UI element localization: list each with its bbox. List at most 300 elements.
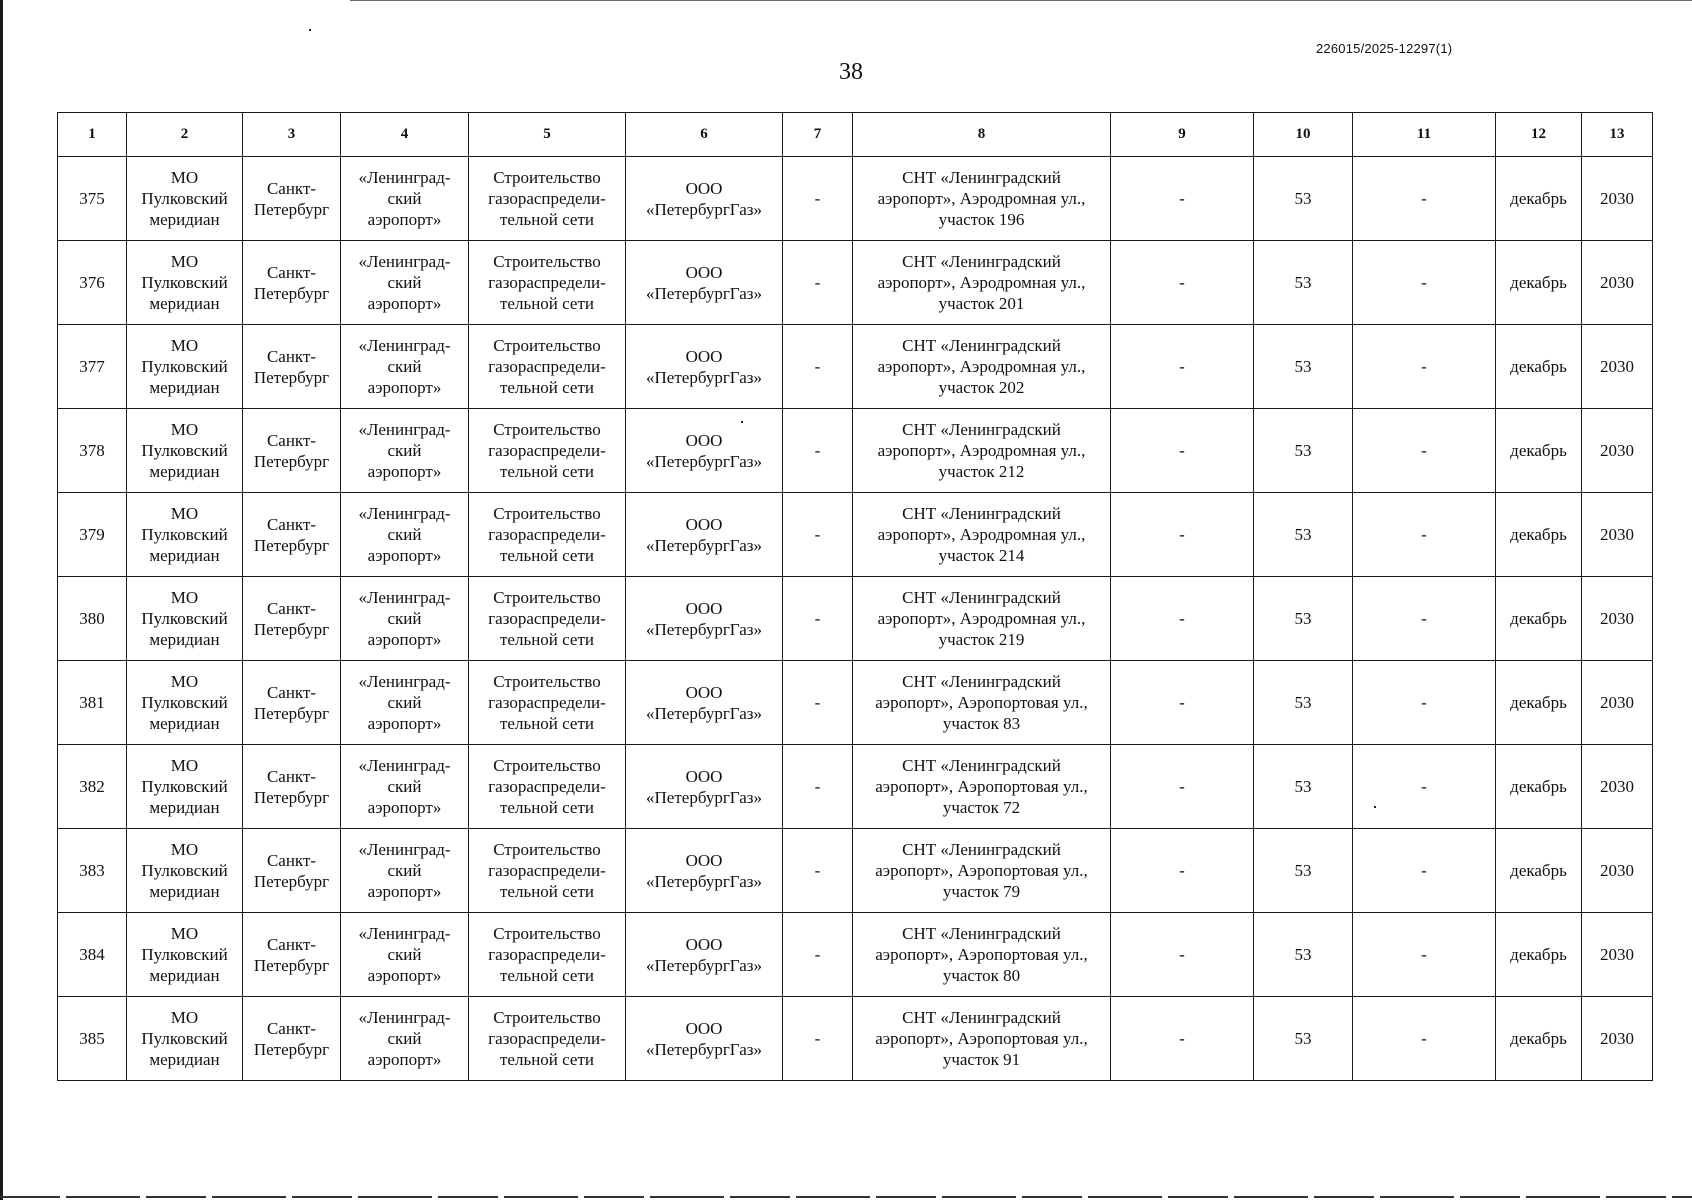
work-type-cell-line: тельной сети	[500, 966, 594, 985]
company-cell-line: «ПетербургГаз»	[646, 535, 762, 555]
address-cell	[853, 241, 1111, 325]
address-cell	[853, 913, 1111, 997]
table-row	[58, 745, 1653, 829]
district-cell-line: МО	[170, 756, 199, 775]
site-cell-line: аэропорт»	[367, 630, 442, 649]
company-cell-line: ООО	[685, 598, 723, 618]
col7-cell: -	[783, 493, 853, 577]
scan-left-edge	[0, 0, 3, 1200]
col7-cell: -	[783, 409, 853, 493]
district-cell-line: меридиан	[149, 1050, 220, 1069]
work-type-cell-line: газораспредели-	[488, 525, 606, 544]
table-row	[58, 997, 1653, 1081]
col7-cell: -	[783, 913, 853, 997]
table-row	[58, 913, 1653, 997]
district-cell-line: Пулковский	[141, 525, 228, 544]
city-cell-line: Санкт-	[266, 850, 317, 870]
city-cell-line: Петербург	[253, 451, 330, 471]
col9-cell: -	[1111, 493, 1254, 577]
site-cell-line: аэропорт»	[367, 378, 442, 397]
work-type-cell-line: Строительство	[493, 420, 601, 439]
company-cell-line: ООО	[685, 178, 723, 198]
company-cell-line: «ПетербургГаз»	[646, 703, 762, 723]
site-cell-line: аэропорт»	[367, 1050, 442, 1069]
city-cell-line: Санкт-	[266, 262, 317, 282]
col7-cell: -	[783, 661, 853, 745]
col7-cell: -	[783, 745, 853, 829]
site-cell-line: «Ленинград-	[358, 252, 451, 271]
row-number: 378	[58, 409, 127, 493]
work-type-cell-line: газораспредели-	[488, 861, 606, 880]
table-header-row	[58, 113, 1653, 157]
company-cell-line: «ПетербургГаз»	[646, 871, 762, 891]
year-cell: 2030	[1582, 157, 1653, 241]
city-cell	[243, 409, 341, 493]
district-cell-line: Пулковский	[141, 273, 228, 292]
city-cell-line: Санкт-	[266, 178, 317, 198]
row-number: 384	[58, 913, 127, 997]
district-cell	[127, 325, 243, 409]
address-cell-line: участок 80	[942, 966, 1021, 985]
city-cell-line: Петербург	[253, 1039, 330, 1059]
address-cell-line: участок 196	[938, 210, 1025, 229]
district-cell	[127, 745, 243, 829]
district-cell	[127, 493, 243, 577]
address-cell-line: участок 202	[938, 378, 1025, 397]
company-cell	[626, 997, 783, 1081]
work-type-cell-line: газораспредели-	[488, 273, 606, 292]
site-cell-line: аэропорт»	[367, 462, 442, 481]
col10-cell: 53	[1254, 241, 1353, 325]
site-cell	[341, 913, 469, 997]
col10-cell: 53	[1254, 157, 1353, 241]
city-cell-line: Петербург	[253, 199, 330, 219]
work-type-cell	[469, 493, 626, 577]
city-cell	[243, 577, 341, 661]
site-cell-line: ский	[387, 861, 422, 880]
work-type-cell	[469, 325, 626, 409]
col10-cell: 53	[1254, 325, 1353, 409]
company-cell-line: «ПетербургГаз»	[646, 619, 762, 639]
site-cell-line: «Ленинград-	[358, 336, 451, 355]
work-type-cell	[469, 913, 626, 997]
work-type-cell-line: газораспредели-	[488, 189, 606, 208]
col11-cell: -	[1353, 493, 1496, 577]
work-type-cell	[469, 997, 626, 1081]
col7-cell: -	[783, 241, 853, 325]
column-header-13: 13	[1582, 113, 1653, 157]
company-cell-line: ООО	[685, 1018, 723, 1038]
district-cell-line: Пулковский	[141, 945, 228, 964]
district-cell-line: меридиан	[149, 714, 220, 733]
column-header-11: 11	[1353, 113, 1496, 157]
year-cell: 2030	[1582, 241, 1653, 325]
address-cell-line: участок 212	[938, 462, 1025, 481]
company-cell	[626, 745, 783, 829]
work-type-cell-line: тельной сети	[500, 546, 594, 565]
district-cell-line: меридиан	[149, 630, 220, 649]
company-cell	[626, 157, 783, 241]
col9-cell: -	[1111, 577, 1254, 661]
site-cell-line: «Ленинград-	[358, 588, 451, 607]
site-cell-line: аэропорт»	[367, 294, 442, 313]
month-cell: декабрь	[1496, 241, 1582, 325]
site-cell-line: ский	[387, 1029, 422, 1048]
col10-cell: 53	[1254, 913, 1353, 997]
site-cell-line: «Ленинград-	[358, 420, 451, 439]
address-cell-line: аэропорт», Аэропортовая ул.,	[875, 945, 1088, 964]
work-type-cell-line: Строительство	[493, 168, 601, 187]
work-type-cell-line: тельной сети	[500, 1050, 594, 1069]
site-cell-line: аэропорт»	[367, 882, 442, 901]
district-cell-line: Пулковский	[141, 357, 228, 376]
city-cell-line: Санкт-	[266, 766, 317, 786]
work-type-cell-line: газораспредели-	[488, 609, 606, 628]
work-type-cell-line: газораспредели-	[488, 441, 606, 460]
row-number: 377	[58, 325, 127, 409]
address-cell-line: участок 79	[942, 882, 1021, 901]
column-header-12: 12	[1496, 113, 1582, 157]
month-cell: декабрь	[1496, 997, 1582, 1081]
company-cell	[626, 577, 783, 661]
month-cell: декабрь	[1496, 745, 1582, 829]
site-cell-line: аэропорт»	[367, 546, 442, 565]
address-cell-line: участок 219	[938, 630, 1025, 649]
address-cell-line: участок 214	[938, 546, 1025, 565]
address-cell	[853, 997, 1111, 1081]
col11-cell: -	[1353, 409, 1496, 493]
district-cell-line: МО	[170, 1008, 199, 1027]
year-cell: 2030	[1582, 661, 1653, 745]
district-cell	[127, 241, 243, 325]
address-cell	[853, 493, 1111, 577]
address-cell-line: СНТ «Ленинградский	[902, 924, 1061, 943]
work-type-cell-line: газораспредели-	[488, 1029, 606, 1048]
address-cell-line: СНТ «Ленинградский	[902, 840, 1061, 859]
col11-cell: -	[1353, 829, 1496, 913]
company-cell-line: «ПетербургГаз»	[646, 955, 762, 975]
year-cell: 2030	[1582, 745, 1653, 829]
company-cell-line: «ПетербургГаз»	[646, 199, 762, 219]
city-cell	[243, 241, 341, 325]
address-cell-line: аэропорт», Аэродромная ул.,	[877, 609, 1086, 628]
scan-top-rule	[350, 0, 1692, 1]
address-cell-line: участок 91	[942, 1050, 1021, 1069]
address-cell-line: СНТ «Ленинградский	[902, 588, 1061, 607]
col9-cell: -	[1111, 157, 1254, 241]
month-cell: декабрь	[1496, 325, 1582, 409]
district-cell	[127, 997, 243, 1081]
company-cell-line: ООО	[685, 262, 723, 282]
district-cell	[127, 577, 243, 661]
work-type-cell-line: Строительство	[493, 672, 601, 691]
work-type-cell-line: тельной сети	[500, 210, 594, 229]
site-cell-line: «Ленинград-	[358, 168, 451, 187]
table-row	[58, 829, 1653, 913]
col10-cell: 53	[1254, 577, 1353, 661]
site-cell-line: «Ленинград-	[358, 1008, 451, 1027]
company-cell-line: «ПетербургГаз»	[646, 1039, 762, 1059]
city-cell-line: Санкт-	[266, 934, 317, 954]
district-cell-line: Пулковский	[141, 609, 228, 628]
district-cell-line: МО	[170, 924, 199, 943]
district-cell-line: МО	[170, 252, 199, 271]
column-header-9: 9	[1111, 113, 1254, 157]
address-cell-line: аэропорт», Аэропортовая ул.,	[875, 693, 1088, 712]
city-cell-line: Санкт-	[266, 1018, 317, 1038]
city-cell-line: Санкт-	[266, 682, 317, 702]
address-cell-line: СНТ «Ленинградский	[902, 336, 1061, 355]
year-cell: 2030	[1582, 577, 1653, 661]
site-cell-line: «Ленинград-	[358, 672, 451, 691]
col11-cell: -	[1353, 913, 1496, 997]
district-cell-line: меридиан	[149, 966, 220, 985]
site-cell-line: аэропорт»	[367, 210, 442, 229]
district-cell-line: меридиан	[149, 210, 220, 229]
table-row	[58, 577, 1653, 661]
site-cell	[341, 745, 469, 829]
address-cell-line: СНТ «Ленинградский	[902, 756, 1061, 775]
site-cell-line: ский	[387, 525, 422, 544]
company-cell-line: ООО	[685, 934, 723, 954]
site-cell-line: аэропорт»	[367, 714, 442, 733]
address-cell-line: аэропорт», Аэродромная ул.,	[877, 357, 1086, 376]
col11-cell: -	[1353, 325, 1496, 409]
company-cell-line: «ПетербургГаз»	[646, 283, 762, 303]
address-cell-line: аэропорт», Аэропортовая ул.,	[875, 1029, 1088, 1048]
work-type-cell-line: тельной сети	[500, 378, 594, 397]
month-cell: декабрь	[1496, 829, 1582, 913]
col7-cell: -	[783, 829, 853, 913]
month-cell: декабрь	[1496, 913, 1582, 997]
col9-cell: -	[1111, 409, 1254, 493]
district-cell-line: меридиан	[149, 882, 220, 901]
year-cell: 2030	[1582, 829, 1653, 913]
work-type-cell-line: Строительство	[493, 336, 601, 355]
site-cell-line: ский	[387, 357, 422, 376]
registry-table	[57, 112, 1653, 1081]
col9-cell: -	[1111, 241, 1254, 325]
column-header-4: 4	[341, 113, 469, 157]
work-type-cell-line: Строительство	[493, 588, 601, 607]
col11-cell: -	[1353, 577, 1496, 661]
district-cell-line: МО	[170, 420, 199, 439]
district-cell-line: Пулковский	[141, 693, 228, 712]
work-type-cell-line: Строительство	[493, 756, 601, 775]
district-cell-line: МО	[170, 840, 199, 859]
site-cell	[341, 409, 469, 493]
city-cell-line: Петербург	[253, 871, 330, 891]
work-type-cell-line: Строительство	[493, 252, 601, 271]
address-cell	[853, 157, 1111, 241]
address-cell-line: участок 201	[938, 294, 1025, 313]
address-cell	[853, 829, 1111, 913]
company-cell	[626, 409, 783, 493]
col11-cell: -	[1353, 745, 1496, 829]
row-number: 385	[58, 997, 127, 1081]
address-cell-line: аэропорт», Аэропортовая ул.,	[875, 777, 1088, 796]
city-cell-line: Санкт-	[266, 598, 317, 618]
district-cell-line: меридиан	[149, 462, 220, 481]
address-cell	[853, 325, 1111, 409]
company-cell-line: ООО	[685, 766, 723, 786]
city-cell	[243, 157, 341, 241]
district-cell-line: МО	[170, 504, 199, 523]
city-cell-line: Санкт-	[266, 514, 317, 534]
table-row	[58, 241, 1653, 325]
address-cell-line: аэропорт», Аэродромная ул.,	[877, 273, 1086, 292]
city-cell-line: Петербург	[253, 787, 330, 807]
col9-cell: -	[1111, 745, 1254, 829]
company-cell-line: ООО	[685, 850, 723, 870]
site-cell-line: ский	[387, 189, 422, 208]
city-cell	[243, 493, 341, 577]
work-type-cell-line: газораспредели-	[488, 945, 606, 964]
column-header-8: 8	[853, 113, 1111, 157]
address-cell	[853, 661, 1111, 745]
district-cell-line: Пулковский	[141, 441, 228, 460]
district-cell-line: МО	[170, 336, 199, 355]
work-type-cell-line: тельной сети	[500, 462, 594, 481]
site-cell-line: «Ленинград-	[358, 840, 451, 859]
col10-cell: 53	[1254, 409, 1353, 493]
column-header-7: 7	[783, 113, 853, 157]
district-cell	[127, 409, 243, 493]
address-cell-line: аэропорт», Аэродромная ул.,	[877, 525, 1086, 544]
city-cell	[243, 997, 341, 1081]
address-cell-line: СНТ «Ленинградский	[902, 1008, 1061, 1027]
site-cell	[341, 997, 469, 1081]
col10-cell: 53	[1254, 493, 1353, 577]
row-number: 381	[58, 661, 127, 745]
work-type-cell-line: газораспредели-	[488, 777, 606, 796]
site-cell-line: ский	[387, 441, 422, 460]
city-cell-line: Петербург	[253, 955, 330, 975]
month-cell: декабрь	[1496, 157, 1582, 241]
city-cell	[243, 325, 341, 409]
district-cell-line: меридиан	[149, 546, 220, 565]
district-cell-line: меридиан	[149, 378, 220, 397]
address-cell	[853, 745, 1111, 829]
address-cell-line: аэропорт», Аэродромная ул.,	[877, 189, 1086, 208]
site-cell-line: ский	[387, 273, 422, 292]
site-cell	[341, 157, 469, 241]
column-header-2: 2	[127, 113, 243, 157]
site-cell-line: аэропорт»	[367, 798, 442, 817]
row-number: 380	[58, 577, 127, 661]
table-row	[58, 661, 1653, 745]
district-cell-line: меридиан	[149, 294, 220, 313]
company-cell-line: «ПетербургГаз»	[646, 367, 762, 387]
col11-cell: -	[1353, 661, 1496, 745]
city-cell-line: Петербург	[253, 535, 330, 555]
site-cell	[341, 241, 469, 325]
district-cell-line: Пулковский	[141, 777, 228, 796]
city-cell-line: Петербург	[253, 703, 330, 723]
work-type-cell-line: тельной сети	[500, 294, 594, 313]
site-cell	[341, 829, 469, 913]
year-cell: 2030	[1582, 409, 1653, 493]
site-cell-line: аэропорт»	[367, 966, 442, 985]
address-cell	[853, 577, 1111, 661]
work-type-cell-line: Строительство	[493, 924, 601, 943]
company-cell-line: ООО	[685, 346, 723, 366]
col11-cell: -	[1353, 157, 1496, 241]
row-number: 376	[58, 241, 127, 325]
col7-cell: -	[783, 577, 853, 661]
column-header-3: 3	[243, 113, 341, 157]
work-type-cell	[469, 829, 626, 913]
site-cell-line: «Ленинград-	[358, 924, 451, 943]
district-cell-line: МО	[170, 672, 199, 691]
work-type-cell-line: тельной сети	[500, 798, 594, 817]
work-type-cell-line: тельной сети	[500, 882, 594, 901]
work-type-cell-line: тельной сети	[500, 630, 594, 649]
row-number: 382	[58, 745, 127, 829]
city-cell	[243, 913, 341, 997]
table-row	[58, 493, 1653, 577]
work-type-cell-line: газораспредели-	[488, 357, 606, 376]
col10-cell: 53	[1254, 661, 1353, 745]
col11-cell: -	[1353, 997, 1496, 1081]
site-cell	[341, 493, 469, 577]
row-number: 379	[58, 493, 127, 577]
address-cell-line: СНТ «Ленинградский	[902, 168, 1061, 187]
district-cell	[127, 157, 243, 241]
site-cell-line: ский	[387, 693, 422, 712]
scan-speck	[309, 29, 311, 31]
district-cell-line: Пулковский	[141, 861, 228, 880]
table-body	[58, 157, 1653, 1081]
month-cell: декабрь	[1496, 661, 1582, 745]
company-cell	[626, 661, 783, 745]
registration-number: 226015/2025-12297(1)	[1316, 41, 1453, 56]
col10-cell: 53	[1254, 745, 1353, 829]
scan-bottom-rule	[0, 1196, 1692, 1198]
city-cell-line: Санкт-	[266, 430, 317, 450]
district-cell-line: Пулковский	[141, 1029, 228, 1048]
table-row	[58, 325, 1653, 409]
city-cell-line: Петербург	[253, 619, 330, 639]
city-cell	[243, 829, 341, 913]
city-cell-line: Петербург	[253, 283, 330, 303]
year-cell: 2030	[1582, 325, 1653, 409]
work-type-cell	[469, 241, 626, 325]
work-type-cell-line: тельной сети	[500, 714, 594, 733]
page-number: 38	[839, 59, 863, 85]
work-type-cell-line: Строительство	[493, 840, 601, 859]
city-cell	[243, 661, 341, 745]
work-type-cell-line: Строительство	[493, 504, 601, 523]
district-cell-line: Пулковский	[141, 189, 228, 208]
site-cell	[341, 661, 469, 745]
site-cell-line: ский	[387, 777, 422, 796]
address-cell-line: СНТ «Ленинградский	[902, 420, 1061, 439]
address-cell-line: СНТ «Ленинградский	[902, 504, 1061, 523]
month-cell: декабрь	[1496, 409, 1582, 493]
city-cell	[243, 745, 341, 829]
company-cell-line: «ПетербургГаз»	[646, 451, 762, 471]
site-cell-line: ский	[387, 945, 422, 964]
column-header-6: 6	[626, 113, 783, 157]
address-cell-line: аэропорт», Аэропортовая ул.,	[875, 861, 1088, 880]
address-cell-line: СНТ «Ленинградский	[902, 252, 1061, 271]
district-cell	[127, 661, 243, 745]
col9-cell: -	[1111, 997, 1254, 1081]
site-cell-line: ский	[387, 609, 422, 628]
company-cell	[626, 829, 783, 913]
site-cell-line: «Ленинград-	[358, 756, 451, 775]
